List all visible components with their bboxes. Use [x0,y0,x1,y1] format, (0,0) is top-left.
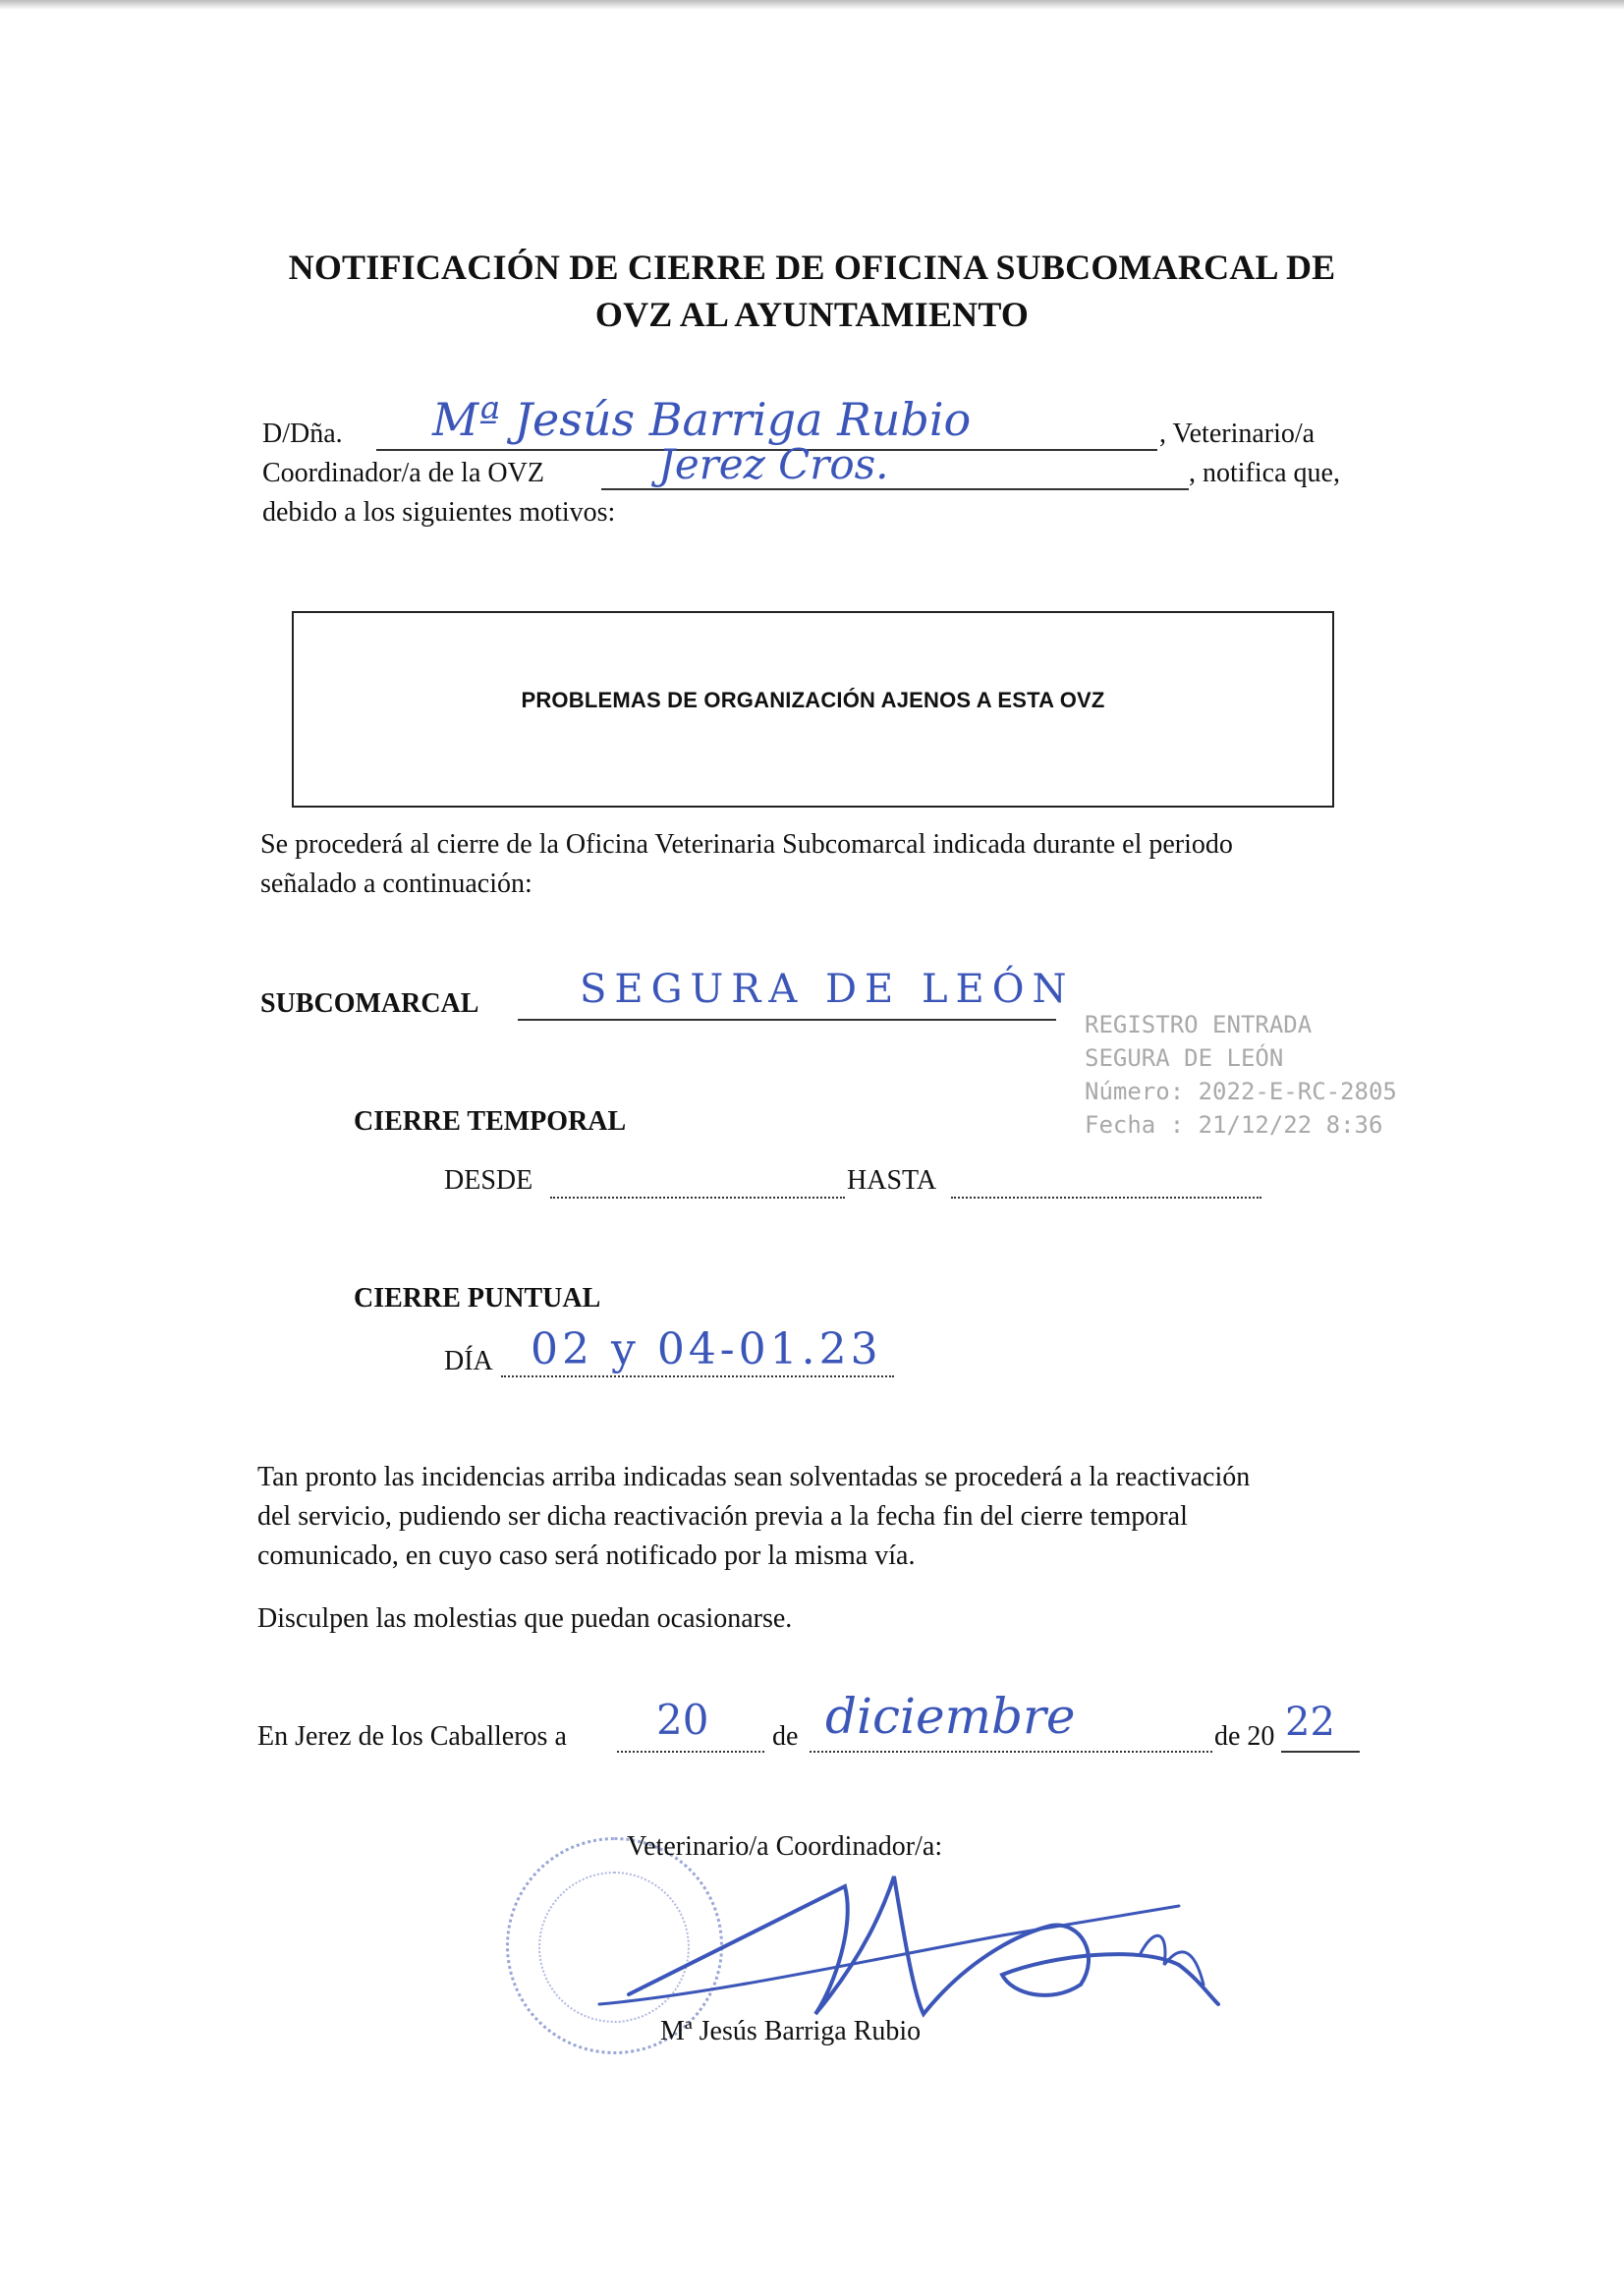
registry-stamp-line1: REGISTRO ENTRADA [1085,1011,1313,1038]
label-cierre-temporal: CIERRE TEMPORAL [354,1106,627,1137]
label-desde: DESDE [444,1165,533,1196]
label-role: , Veterinario/a [1159,419,1316,449]
desde-underline [550,1197,845,1199]
dia-underline [501,1375,894,1377]
reason-box [292,611,1334,808]
ovz-underline [601,488,1189,490]
registry-stamp-line3: Número: 2022-E-RC-2805 [1085,1078,1397,1105]
label-hasta: HASTA [847,1165,937,1196]
scan-edge [0,0,1624,10]
handwritten-day: 02 y 04-01.23 [531,1324,882,1374]
handwritten-subcomarcal: SEGURA DE LEÓN [580,967,1075,1012]
label-cierre-puntual: CIERRE PUNTUAL [354,1283,601,1314]
handwritten-month: diciembre [825,1688,1076,1745]
document-title-line1: NOTIFICACIÓN DE CIERRE DE OFICINA SUBCOMARCAL DE [288,248,1336,287]
label-name: D/Dña. [262,419,343,449]
procedure-line1: Se procederá al cierre de la Oficina Veterinaria Subcomarcal indicada durante el periodo [260,829,1233,860]
closing-line2: del servicio, pudiendo ser dicha reactivación previa a la fecha fin del cierre temporal [257,1501,1188,1532]
label-notifies: , notifica que, [1189,458,1340,488]
label-subcomarcal: SUBCOMARCAL [260,988,479,1019]
handwritten-year: 22 [1285,1700,1335,1745]
closing-line3: comunicado, en cuyo caso será notificado por la misma vía. [257,1540,916,1571]
day-underline [617,1751,764,1753]
hasta-underline [951,1197,1261,1199]
handwritten-date-day: 20 [656,1696,709,1744]
registry-stamp-line4: Fecha : 21/12/22 8:36 [1085,1111,1383,1139]
apology-text: Disculpen las molestias que puedan ocasionarse. [257,1603,793,1634]
signer-name: Mª Jesús Barriga Rubio [660,2016,922,2046]
label-de: de [772,1721,799,1752]
reason-text: PROBLEMAS DE ORGANIZACIÓN AJENOS A ESTA OVZ [521,688,1105,712]
label-place: En Jerez de los Caballeros a [257,1721,567,1752]
subcomarcal-underline [518,1019,1056,1021]
label-signature-role: Veterinario/a Coordinador/a: [627,1831,943,1862]
label-coordinator: Coordinador/a de la OVZ [262,458,544,488]
handwritten-ovz: Jerez Cros. [658,440,889,488]
year-underline [1281,1751,1360,1753]
closing-line1: Tan pronto las incidencias arriba indicadas sean solventadas se procederá a la reactivación [257,1462,1251,1492]
document-title-line2: OVZ AL AYUNTAMIENTO [594,295,1030,334]
label-year-prefix: de 20 [1214,1721,1275,1752]
procedure-line2: señalado a continuación: [260,868,532,899]
handwritten-name: Mª Jesús Barriga Rubio [432,393,972,446]
month-underline [810,1751,1212,1753]
registry-stamp-line2: SEGURA DE LEÓN [1085,1044,1284,1072]
label-dia: DÍA [444,1346,493,1376]
label-reasons: debido a los siguientes motivos: [262,497,616,528]
